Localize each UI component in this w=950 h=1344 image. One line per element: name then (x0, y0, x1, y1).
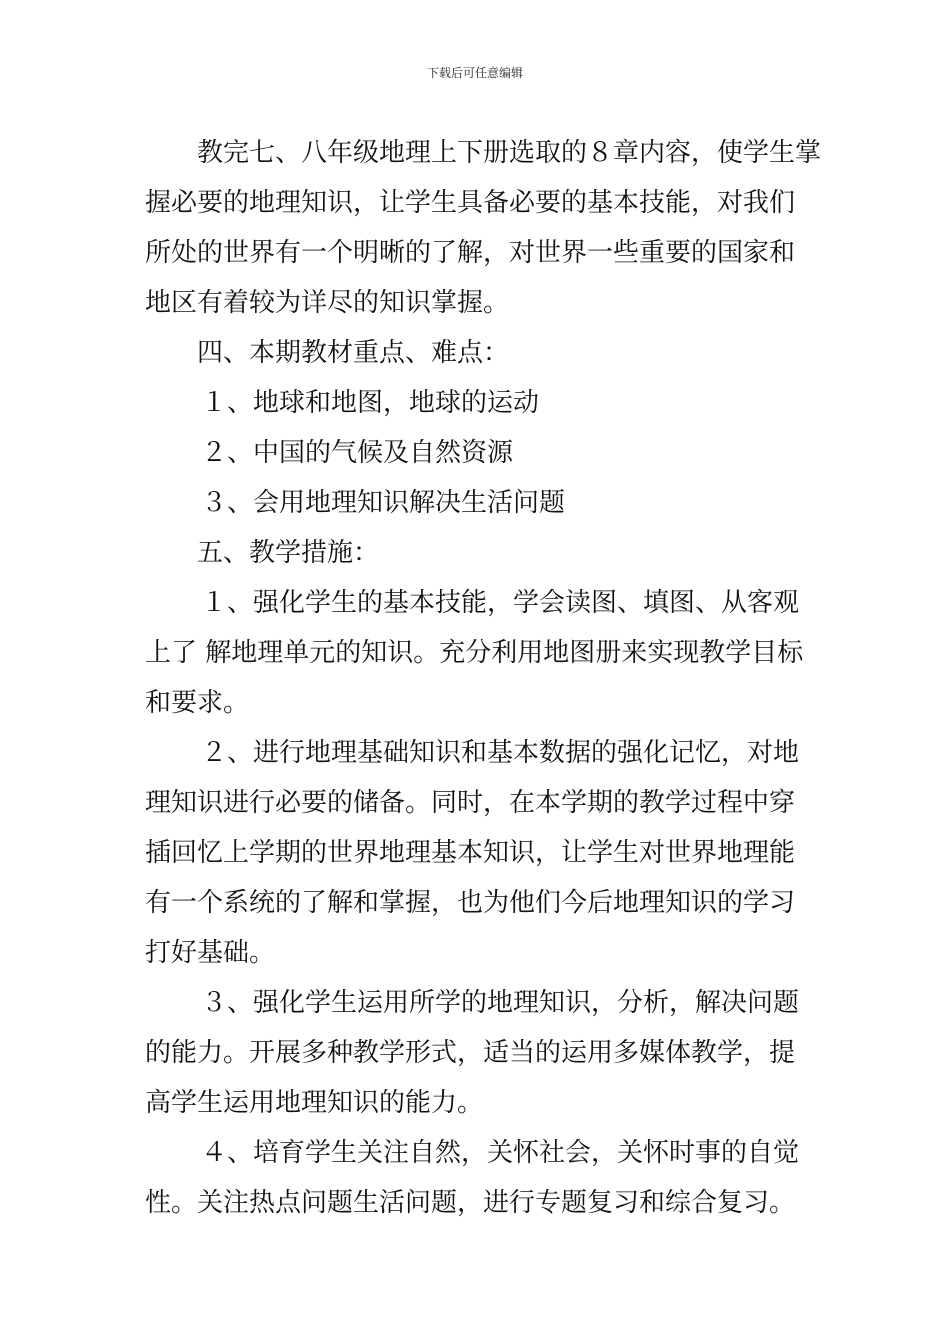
measure-item-3 (145, 978, 815, 1128)
page-header-note: 下载后可任意编辑 (426, 66, 523, 80)
text-line: ２、进行地理基础知识和基本数据的强化记忆，对地 (201, 738, 800, 768)
text-line: 握必要的地理知识，让学生具备必要的基本技能，对我们 (145, 188, 796, 218)
measure-item-4 (145, 1128, 815, 1228)
text-line: 上了 解地理单元的知识。充分利用地图册来实现教学目标 (145, 638, 804, 668)
text-line: 性。关注热点问题生活问题，进行专题复习和综合复习。 (145, 1188, 796, 1218)
list-item (145, 428, 815, 478)
text-line: 地区有着较为详尽的知识掌握。 (145, 288, 510, 318)
text-line: 的能力。开展多种教学形式，适当的运用多媒体教学，提 (145, 1038, 796, 1068)
measure-item-1 (145, 578, 815, 728)
text-line: ３、强化学生运用所学的地理知识，分析，解决问题 (201, 988, 800, 1018)
text-line: 打好基础。 (145, 938, 276, 968)
text-line: １、强化学生的基本技能，学会读图、填图、从客观 (201, 588, 800, 618)
text-line: 教完七、八年级地理上下册选取的８章内容，使学生掌 (197, 138, 822, 168)
heading-text: 五、教学措施： (197, 538, 380, 568)
text-line: 插回忆上学期的世界地理基本知识，让学生对世界地理能 (145, 838, 796, 868)
text-line: 和要求。 (145, 688, 250, 718)
text-line: 所处的世界有一个明晰的了解，对世界一些重要的国家和 (145, 238, 796, 268)
document-body (145, 128, 822, 1228)
heading-text: 四、本期教材重点、难点： (197, 338, 510, 368)
text-line: 理知识进行必要的储备。同时，在本学期的教学过程中穿 (145, 788, 796, 818)
text-line: 有一个系统的了解和掌握，也为他们今后地理知识的学习 (145, 888, 796, 918)
list-item-text: ３、会用地理知识解决生活问题 (201, 488, 566, 518)
list-item-text: ２、中国的气候及自然资源 (201, 438, 514, 468)
list-item (145, 478, 815, 528)
measure-item-2 (145, 728, 815, 978)
paragraph-goals (145, 128, 822, 328)
section-heading-measures (145, 528, 815, 578)
section-heading-key-points (145, 328, 815, 378)
list-item (145, 378, 815, 428)
list-item-text: １、地球和地图，地球的运动 (201, 388, 540, 418)
text-line: ４、培育学生关注自然，关怀社会，关怀时事的自觉 (201, 1138, 800, 1168)
text-line: 高学生运用地理知识的能力。 (145, 1088, 484, 1118)
